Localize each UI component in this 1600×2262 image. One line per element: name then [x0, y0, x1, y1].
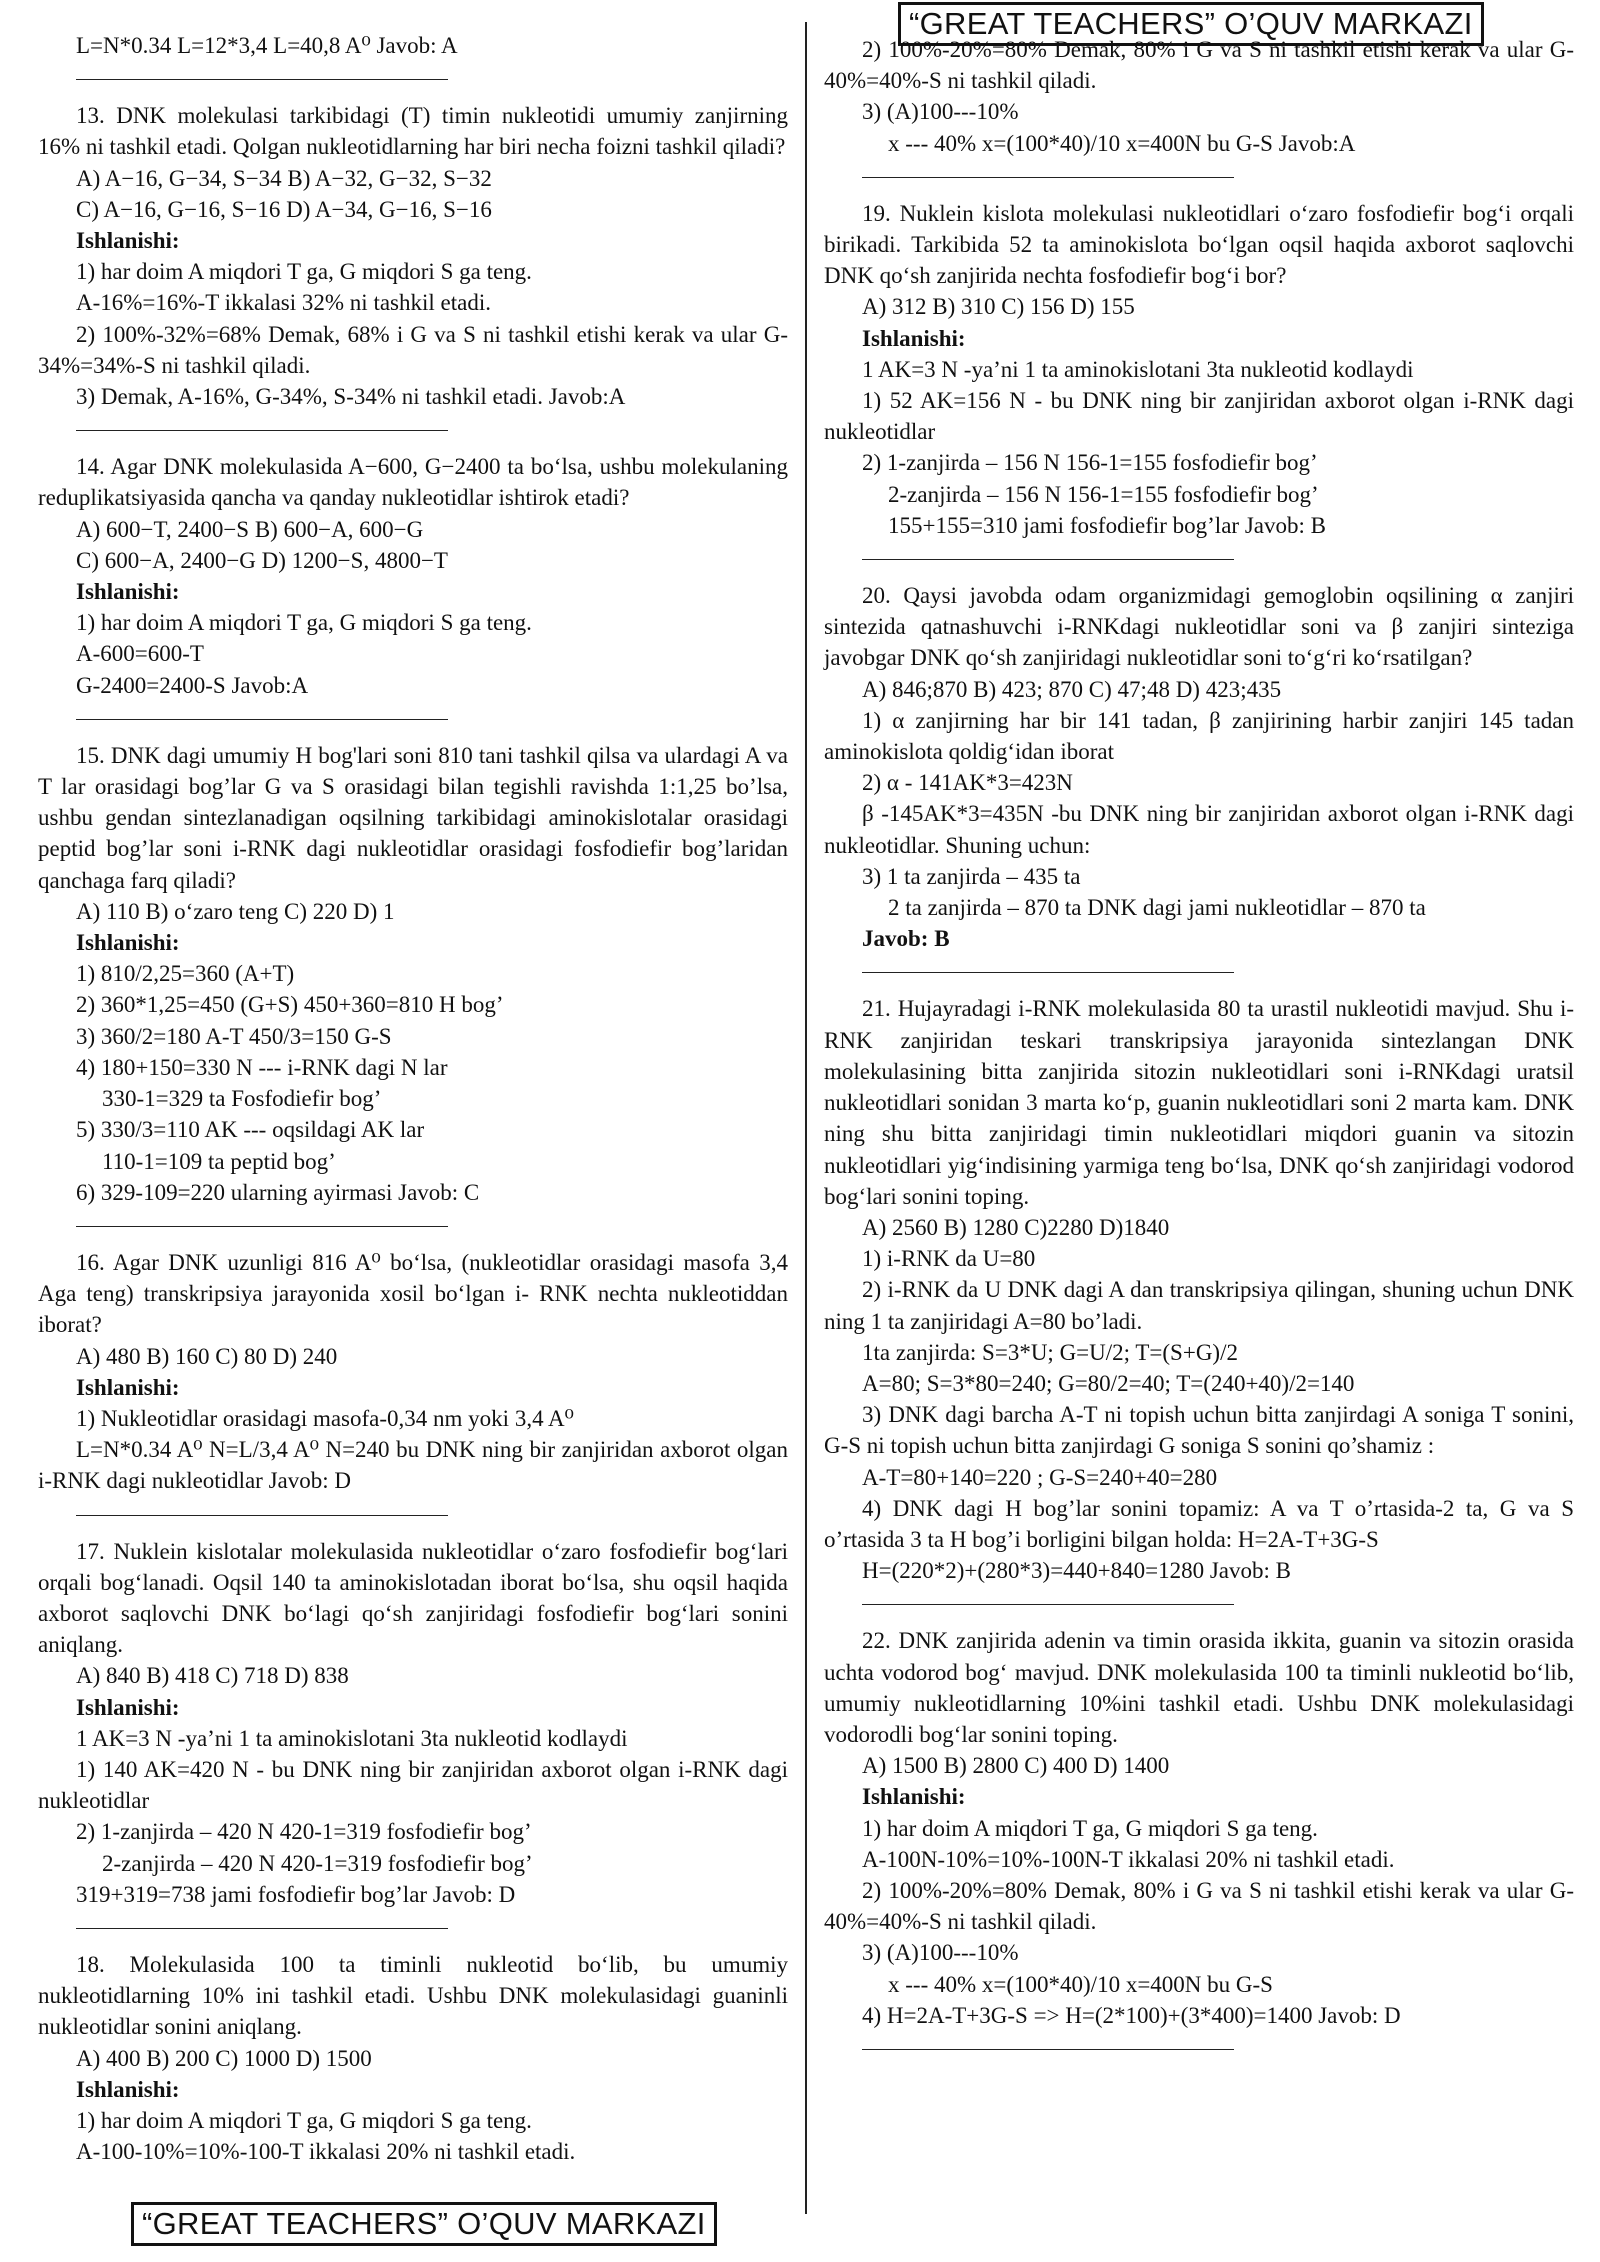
solution-step: 1) 140 AK=420 N - bu DNK ning bir zanjiridan axborot olgan i-RNK dagi nukleotidlar [38, 1756, 788, 1814]
answer-options: C) A−16, G−16, S−16 D) A−34, G−16, S−16 [76, 196, 492, 222]
solution-step: 2) 100%-20%=80% Demak, 80% i G va S ni tashkil etishi kerak va ular G-40%=40%-S ni tashkil qiladi. [824, 37, 1574, 94]
solution-heading: Ishlanishi: [76, 1374, 180, 1400]
question-text: 16. Agar DNK uzunligi 816 A⁰ bo‘lsa, (nukleotidlar orasidagi masofa 3,4 Aga teng) transkripsiya jarayonida xosil bo‘lgan i- RNK nechta nukleotiddan iborat? [38, 1249, 788, 1338]
answer-options: C) 600−A, 2400−G D) 1200−S, 4800−T [76, 547, 448, 573]
solution-step: 1ta zanjirda: S=3*U; G=U/2; T=(S+G)/2 [862, 1339, 1238, 1365]
question-text: 17. Nuklein kislotalar molekulasida nukleotidlar o‘zaro fosfodiefir bog‘lari orqali bog‘lanadi. Oqsil 140 ta aminokislotadan iborat bo‘lsa, shu oqsil haqida axborot saqlovchi DNK bo‘lagi qo‘sh zanjiridagi fosfodiefir bog‘lari sonini aniqlang. [38, 1538, 788, 1658]
solution-step: 1) har doim A miqdori T ga, G miqdori S ga teng. [76, 259, 532, 285]
solution-step: β -145AK*3=435N -bu DNK ning bir zanjiridan axborot olgan i-RNK dagi nukleotidlar. Shuning uchun: [824, 801, 1574, 858]
solution-step: 1 AK=3 N -ya’ni 1 ta aminokislotani 3ta nukleotid kodlaydi [76, 1725, 628, 1751]
solution-step: 1) har doim A miqdori T ga, G miqdori S ga teng. [862, 1815, 1318, 1841]
separator [862, 1598, 1234, 1605]
solution-step: 1) α zanjirning har bir 141 tadan, β zanjirining harbir zanjiri 145 tadan aminokislota qoldig‘idan iborat [824, 707, 1574, 765]
column-divider [805, 22, 807, 2214]
solution-step: 2) 360*1,25=450 (G+S) 450+360=810 H bog’ [76, 992, 504, 1018]
solution-heading: Ishlanishi: [76, 2076, 180, 2102]
answer-options: A) 2560 B) 1280 C)2280 D)1840 [862, 1214, 1170, 1240]
separator [862, 966, 1234, 973]
solution-step: 3) Demak, A-16%, G-34%, S-34% ni tashkil etadi. Javob:A [76, 384, 626, 410]
question-21 [824, 993, 1574, 1586]
solution-heading: Ishlanishi: [862, 325, 966, 351]
question-14 [38, 451, 788, 701]
answer-options: A) A−16, G−34, S−34 B) A−32, G−32, S−32 [76, 165, 492, 191]
solution-step: 6) 329-109=220 ularning ayirmasi Javob: C [76, 1179, 480, 1205]
solution-step: A-100N-10%=10%-100N-T ikkalasi 20% ni tashkil etadi. [862, 1846, 1395, 1872]
separator [862, 2043, 1234, 2050]
solution-step: 2-zanjirda – 156 N 156-1=155 fosfodiefir bog’ [888, 481, 1319, 507]
solution-step: 3) (A)100---10% [862, 99, 1019, 125]
question-16 [38, 1247, 788, 1497]
solution-step: 2) 1-zanjirda – 156 N 156-1=155 fosfodiefir bog’ [862, 450, 1318, 476]
answer-options: A) 400 B) 200 C) 1000 D) 1500 [76, 2045, 372, 2071]
solution-heading: Ishlanishi: [76, 930, 180, 956]
solution-step: 3) (A)100---10% [862, 1940, 1019, 1966]
solution-step: A-16%=16%-T ikkalasi 32% ni tashkil etadi. [76, 290, 491, 316]
separator [76, 1509, 448, 1516]
question-text: 14. Agar DNK molekulasida A−600, G−2400 ta bo‘lsa, ushbu molekulaning reduplikatsiyasida qancha va qanday nukleotidlar ishtirok etadi? [38, 454, 788, 511]
separator [862, 553, 1234, 560]
answer-options: A) 110 B) o‘zaro teng C) 220 D) 1 [76, 898, 395, 924]
answer-options: A) 1500 B) 2800 C) 400 D) 1400 [862, 1753, 1170, 1779]
answer-line: L=N*0.34 L=12*3,4 L=40,8 A⁰ Javob: A [76, 33, 458, 58]
question-17 [38, 1536, 788, 1910]
solution-heading: Ishlanishi: [76, 228, 180, 254]
question-text: 21. Hujayradagi i-RNK molekulasida 80 ta urastil nukleotidi mavjud. Shu i-RNK zanjiridan teskari transkripsiya jarayonida sintezlangan DNK molekulasining bitta zanjirida sitozin nukleotidlari soni i-RNKdagi uratsil nukleotidlari sonidan 3 marta ko‘p, guanin nukleotidlari soni 2 marta kam. DNK ning shu bitta zanjiridagi timin nukleotidlari miqdori guanin va sitozin nukleotidlari yig‘indisining yarmiga teng bo‘lsa, DNK qo‘sh zanjiridagi vodorod bog‘lari sonini toping. [824, 996, 1574, 1209]
question-13 [38, 100, 788, 412]
solution-step: 2) 100%-32%=68% Demak, 68% i G va S ni tashkil etishi kerak va ular G-34%=34%-S ni tashkil qiladi. [38, 321, 788, 378]
solution-step: G-2400=2400-S Javob:A [76, 672, 309, 698]
solution-step: 4) 180+150=330 N --- i-RNK dagi N lar [76, 1054, 448, 1080]
solution-step: 319+319=738 jami fosfodiefir bog’lar Javob: D [76, 1881, 516, 1907]
solution-step: H=(220*2)+(280*3)=440+840=1280 Javob: B [862, 1558, 1291, 1584]
solution-heading: Ishlanishi: [76, 579, 180, 605]
solution-answer: Javob: B [862, 926, 950, 952]
separator [862, 171, 1234, 178]
solution-step: 2) i-RNK da U DNK dagi A dan transkripsiya qilingan, shuning uchun DNK ning 1 ta zanjiridagi A=80 bo’ladi. [824, 1277, 1574, 1334]
solution-step: 3) DNK dagi barcha A-T ni topish uchun bitta zanjirdagi A soniga T sonini, G-S ni topish uchun bitta zanjirdagi G soniga S sonini qo’shamiz : [824, 1402, 1574, 1459]
solution-step: 2) α - 141AK*3=423N [862, 770, 1073, 796]
solution-step: 330-1=329 ta Fosfodiefir bog’ [102, 1086, 382, 1112]
solution-step: 1) i-RNK da U=80 [862, 1246, 1036, 1272]
solution-step: 155+155=310 jami fosfodiefir bog’lar Javob: B [888, 512, 1326, 538]
answer-options: A) 480 B) 160 C) 80 D) 240 [76, 1343, 338, 1369]
solution-step: A-100-10%=10%-100-T ikkalasi 20% ni tashkil etadi. [76, 2139, 576, 2165]
answer-options: A) 840 B) 418 C) 718 D) 838 [76, 1663, 349, 1689]
separator [76, 1922, 448, 1929]
answer-options: A) 846;870 B) 423; 870 C) 47;48 D) 423;435 [862, 676, 1282, 702]
question-15 [38, 740, 788, 1208]
solution-step: 3) 1 ta zanjirda – 435 ta [862, 863, 1081, 889]
solution-step: x --- 40% x=(100*40)/10 x=400N bu G-S [888, 1971, 1273, 1997]
separator [76, 1220, 448, 1227]
question-19 [824, 198, 1574, 541]
separator [76, 713, 448, 720]
footer-stamp: “GREAT TEACHERS” O’QUV MARKAZI [131, 2202, 717, 2246]
solution-step: 1) har doim A miqdori T ga, G miqdori S ga teng. [76, 2107, 532, 2133]
solution-step: A=80; S=3*80=240; G=80/2=40; T=(240+40)/2=140 [862, 1370, 1355, 1396]
solution-heading: Ishlanishi: [76, 1694, 180, 1720]
question-text: 15. DNK dagi umumiy H bog'lari soni 810 tani tashkil qilsa va ulardagi A va T lar orasidagi bog’lar G va S orasidagi bilan tegishli ravishda 1:1,25 bo’lsa, ushbu gendan sintezlanadigan oqsilning tarkibidagi aminokislotalar orasidagi peptid bog’lar soni i-RNK dagi nukleotidlar orasidagi fosfodiefir bog’laridan qanchaga farq qiladi? [38, 742, 788, 893]
left-column [38, 30, 788, 2167]
question-text: 13. DNK molekulasi tarkibidagi (T) timin nukleotidi umumiy zanjirning 16% ni tashkil etadi. Qolgan nukleotidlarning har biri necha foizni tashkil qiladi? [38, 103, 788, 160]
question-18 [38, 1949, 788, 2167]
answer-options: A) 600−T, 2400−S B) 600−A, 600−G [76, 516, 424, 542]
solution-step: 1 AK=3 N -ya’ni 1 ta aminokislotani 3ta nukleotid kodlaydi [862, 356, 1414, 382]
question-text: 19. Nuklein kislota molekulasi nukleotidlari o‘zaro fosfodiefir bog‘i orqali birikadi. Tarkibida 52 ta aminokislota bo‘lgan oqsil haqida axborot saqlovchi DNK qo‘sh zanjirida nechta fosfodiefir bog‘i bor? [824, 200, 1574, 289]
solution-step: 1) har doim A miqdori T ga, G miqdori S ga teng. [76, 610, 532, 636]
solution-step: 1) 52 AK=156 N - bu DNK ning bir zanjiridan axborot olgan i-RNK dagi nukleotidlar [824, 388, 1574, 445]
solution-step: 1) Nukleotidlar orasidagi masofa-0,34 nm yoki 3,4 A⁰ [76, 1405, 574, 1431]
solution-step: A-600=600-T [76, 641, 204, 667]
answer-options: A) 312 B) 310 C) 156 D) 155 [862, 294, 1135, 320]
solution-step: 110-1=109 ta peptid bog’ [102, 1148, 336, 1174]
solution-step: x --- 40% x=(100*40)/10 x=400N bu G-S Javob:A [888, 130, 1356, 156]
question-text: 22. DNK zanjirida adenin va timin orasida ikkita, guanin va sitozin orasida uchta vodorod bog‘ mavjud. DNK molekulasida 100 ta timinli nukleotid bo‘lib, umumiy nukleotidlarning 10%ini tashkil etadi. Ushbu DNK molekulasidagi vodorodli bog‘lar sonini toping. [824, 1628, 1574, 1747]
question-text: 20. Qaysi javobda odam organizmidagi gemoglobin oqsilining α zanjiri sintezida qatnashuvchi i-RNKdagi nukleotidlar soni va β zanjiri sinteziga javobgar DNK qo‘sh zanjiridagi nukleotidlar soni to‘g‘ri ko‘rsatilgan? [824, 583, 1574, 671]
question-text: 18. Molekulasida 100 ta timinli nukleotid bo‘lib, bu umumiy nukleotidlarning 10% ini tashkil etadi. Ushbu DNK molekulasidagi guaninli nukleotidlar sonini aniqlang. [38, 1951, 788, 2040]
solution-step: A-T=80+140=220 ; G-S=240+40=280 [862, 1464, 1218, 1490]
solution-step: 1) 810/2,25=360 (A+T) [76, 961, 295, 987]
solution-step: 4) DNK dagi H bog’lar sonini topamiz: A va T o’rtasida-2 ta, G va S o’rtasida 3 ta H bog’i borligini bilgan holda: H=2A-T+3G-S [824, 1495, 1574, 1552]
solution-step: 2) 100%-20%=80% Demak, 80% i G va S ni tashkil etishi kerak va ular G-40%=40%-S ni tashkil qiladi. [824, 1877, 1574, 1935]
separator [76, 424, 448, 431]
solution-step: 3) 360/2=180 A-T 450/3=150 G-S [76, 1023, 392, 1049]
solution-step: 2-zanjirda – 420 N 420-1=319 fosfodiefir bog’ [102, 1850, 533, 1876]
question-20 [824, 580, 1574, 954]
question-22 [824, 1625, 1574, 2031]
solution-step: L=N*0.34 A⁰ N=L/3,4 A⁰ N=240 bu DNK ning bir zanjiridan axborot olgan i-RNK dagi nukleotidlar Javob: D [38, 1437, 788, 1494]
solution-step: 5) 330/3=110 AK --- oqsildagi AK lar [76, 1117, 425, 1143]
solution-heading: Ishlanishi: [862, 1784, 966, 1810]
solution-step: 4) H=2A-T+3G-S => H=(2*100)+(3*400)=1400 Javob: D [862, 2002, 1401, 2028]
header-stamp: “GREAT TEACHERS” O’QUV MARKAZI [898, 2, 1484, 46]
solution-step: 2 ta zanjirda – 870 ta DNK dagi jami nukleotidlar – 870 ta [888, 895, 1426, 921]
separator [76, 73, 448, 80]
solution-step: 2) 1-zanjirda – 420 N 420-1=319 fosfodiefir bog’ [76, 1819, 532, 1845]
right-column [824, 34, 1574, 2070]
